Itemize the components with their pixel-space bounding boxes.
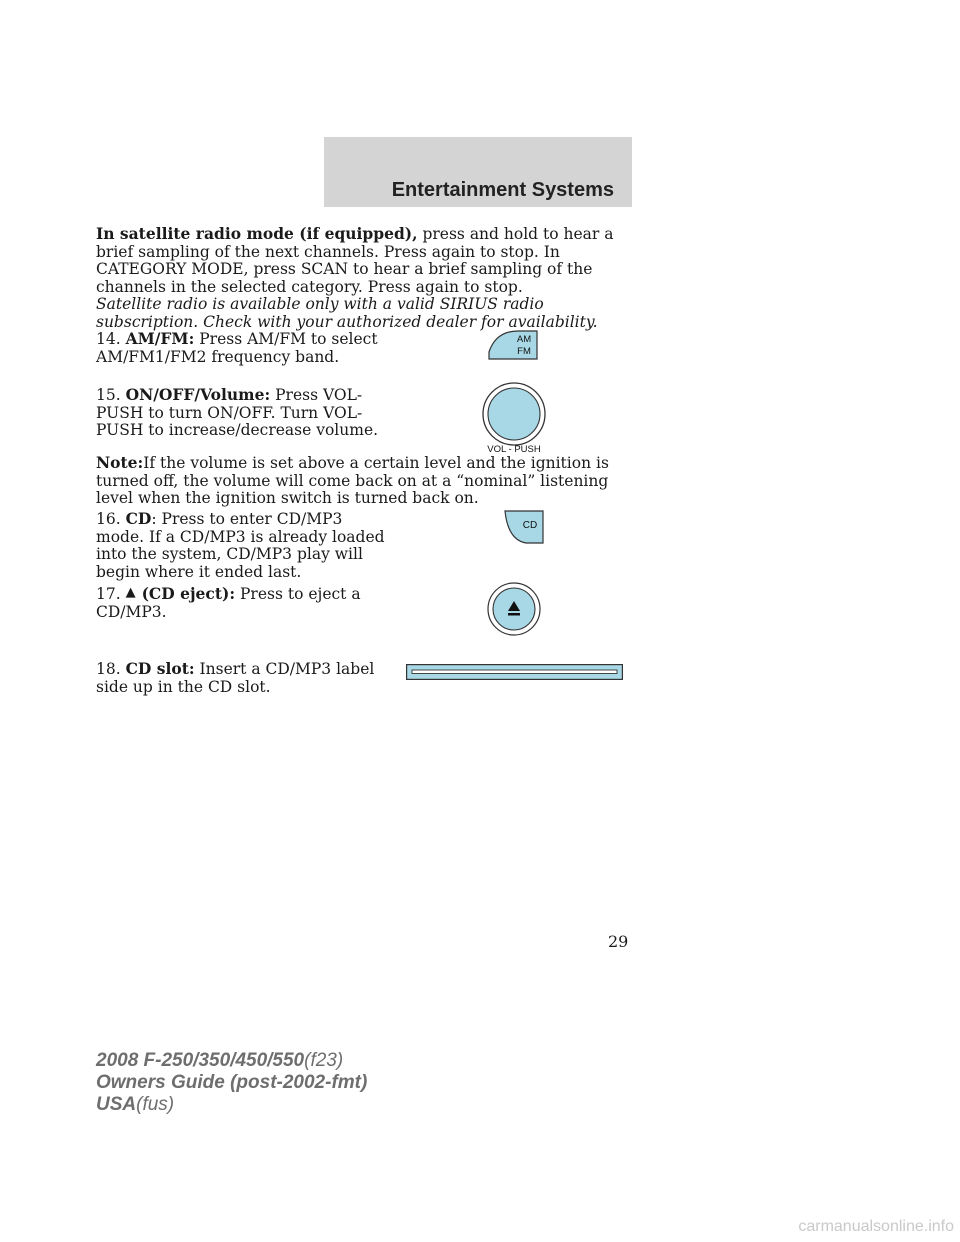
note-text: If the volume is set above a certain level and the ignition is turned off, the volume will come back on at a “nominal” listening level when the ignition switch is turned back on. — [96, 454, 609, 507]
item-volume — [96, 386, 386, 440]
footer-market-code: (fus) — [136, 1094, 175, 1115]
item-cd — [96, 510, 386, 581]
cd-eject-button-icon — [486, 581, 542, 637]
footer-market: USA — [96, 1094, 137, 1115]
footer-title: Owners Guide (post-2002-fmt) — [96, 1072, 368, 1093]
footer-model-code: (f23) — [304, 1050, 344, 1071]
fm-label: FM — [517, 346, 531, 357]
intro-paragraph — [96, 225, 636, 331]
item-text: : Press to enter CD/MP3 mode. If a CD/MP3 is already loaded into the system, CD/MP3 play will begin where it ended last. — [96, 510, 385, 581]
footer-line-1 — [96, 1050, 367, 1072]
intro-italic-note: Satellite radio is available only with a valid SIRIUS radio subscription. Check with your authorized dealer for availability. — [96, 295, 598, 331]
item-text: Press AM/FM to select AM/FM1/FM2 frequency band. — [96, 330, 378, 366]
document-footer — [96, 1050, 367, 1116]
item-label: CD slot: — [125, 659, 195, 678]
am-fm-button-icon — [488, 330, 538, 360]
vol-push-caption: VOL - PUSH — [487, 444, 541, 455]
item-number: 17. — [96, 585, 126, 603]
item-number: 16. — [96, 510, 126, 528]
page-number: 29 — [608, 932, 629, 951]
section-header-band — [324, 137, 632, 207]
note-label: Note: — [96, 453, 144, 472]
item-label: (CD eject): — [141, 584, 236, 603]
eject-icon: ▲ — [125, 585, 136, 600]
item-cd-slot — [96, 660, 386, 696]
footer-line-3 — [96, 1094, 367, 1116]
item-label: CD — [125, 509, 152, 528]
footer-model: 2008 F-250/350/450/550 — [96, 1050, 305, 1071]
watermark: carmanualsonline.info — [798, 1218, 954, 1235]
item-am-fm — [96, 330, 386, 366]
item-text: Press VOL-PUSH to turn ON/OFF. Turn VOL-PUSH to increase/decrease volume. — [96, 386, 379, 439]
volume-knob-icon — [470, 380, 560, 456]
item-label: AM/FM: — [125, 329, 195, 348]
volume-note — [96, 454, 636, 508]
intro-text: press and hold to hear a brief sampling of the next channels. Press again to stop. In CATEGORY MODE, press SCAN to hear a brief sampling of the channels in the selected category. Press again to stop. — [96, 225, 614, 296]
item-cd-eject — [96, 584, 386, 621]
cd-label: CD — [522, 520, 538, 531]
item-label: ON/OFF/Volume: — [125, 385, 271, 404]
am-label: AM — [516, 334, 532, 345]
intro-lead: In satellite radio mode (if equipped), — [96, 224, 418, 243]
item-number: 14. — [96, 330, 126, 348]
footer-line-2 — [96, 1072, 367, 1094]
section-title: Entertainment Systems — [391, 179, 614, 201]
cd-slot-icon — [406, 664, 623, 680]
cd-button-icon — [504, 510, 544, 544]
item-number: 18. — [96, 660, 126, 678]
item-text: Press to eject a CD/MP3. — [96, 585, 361, 621]
item-text: Insert a CD/MP3 label side up in the CD slot. — [96, 660, 375, 696]
item-number: 15. — [96, 386, 126, 404]
